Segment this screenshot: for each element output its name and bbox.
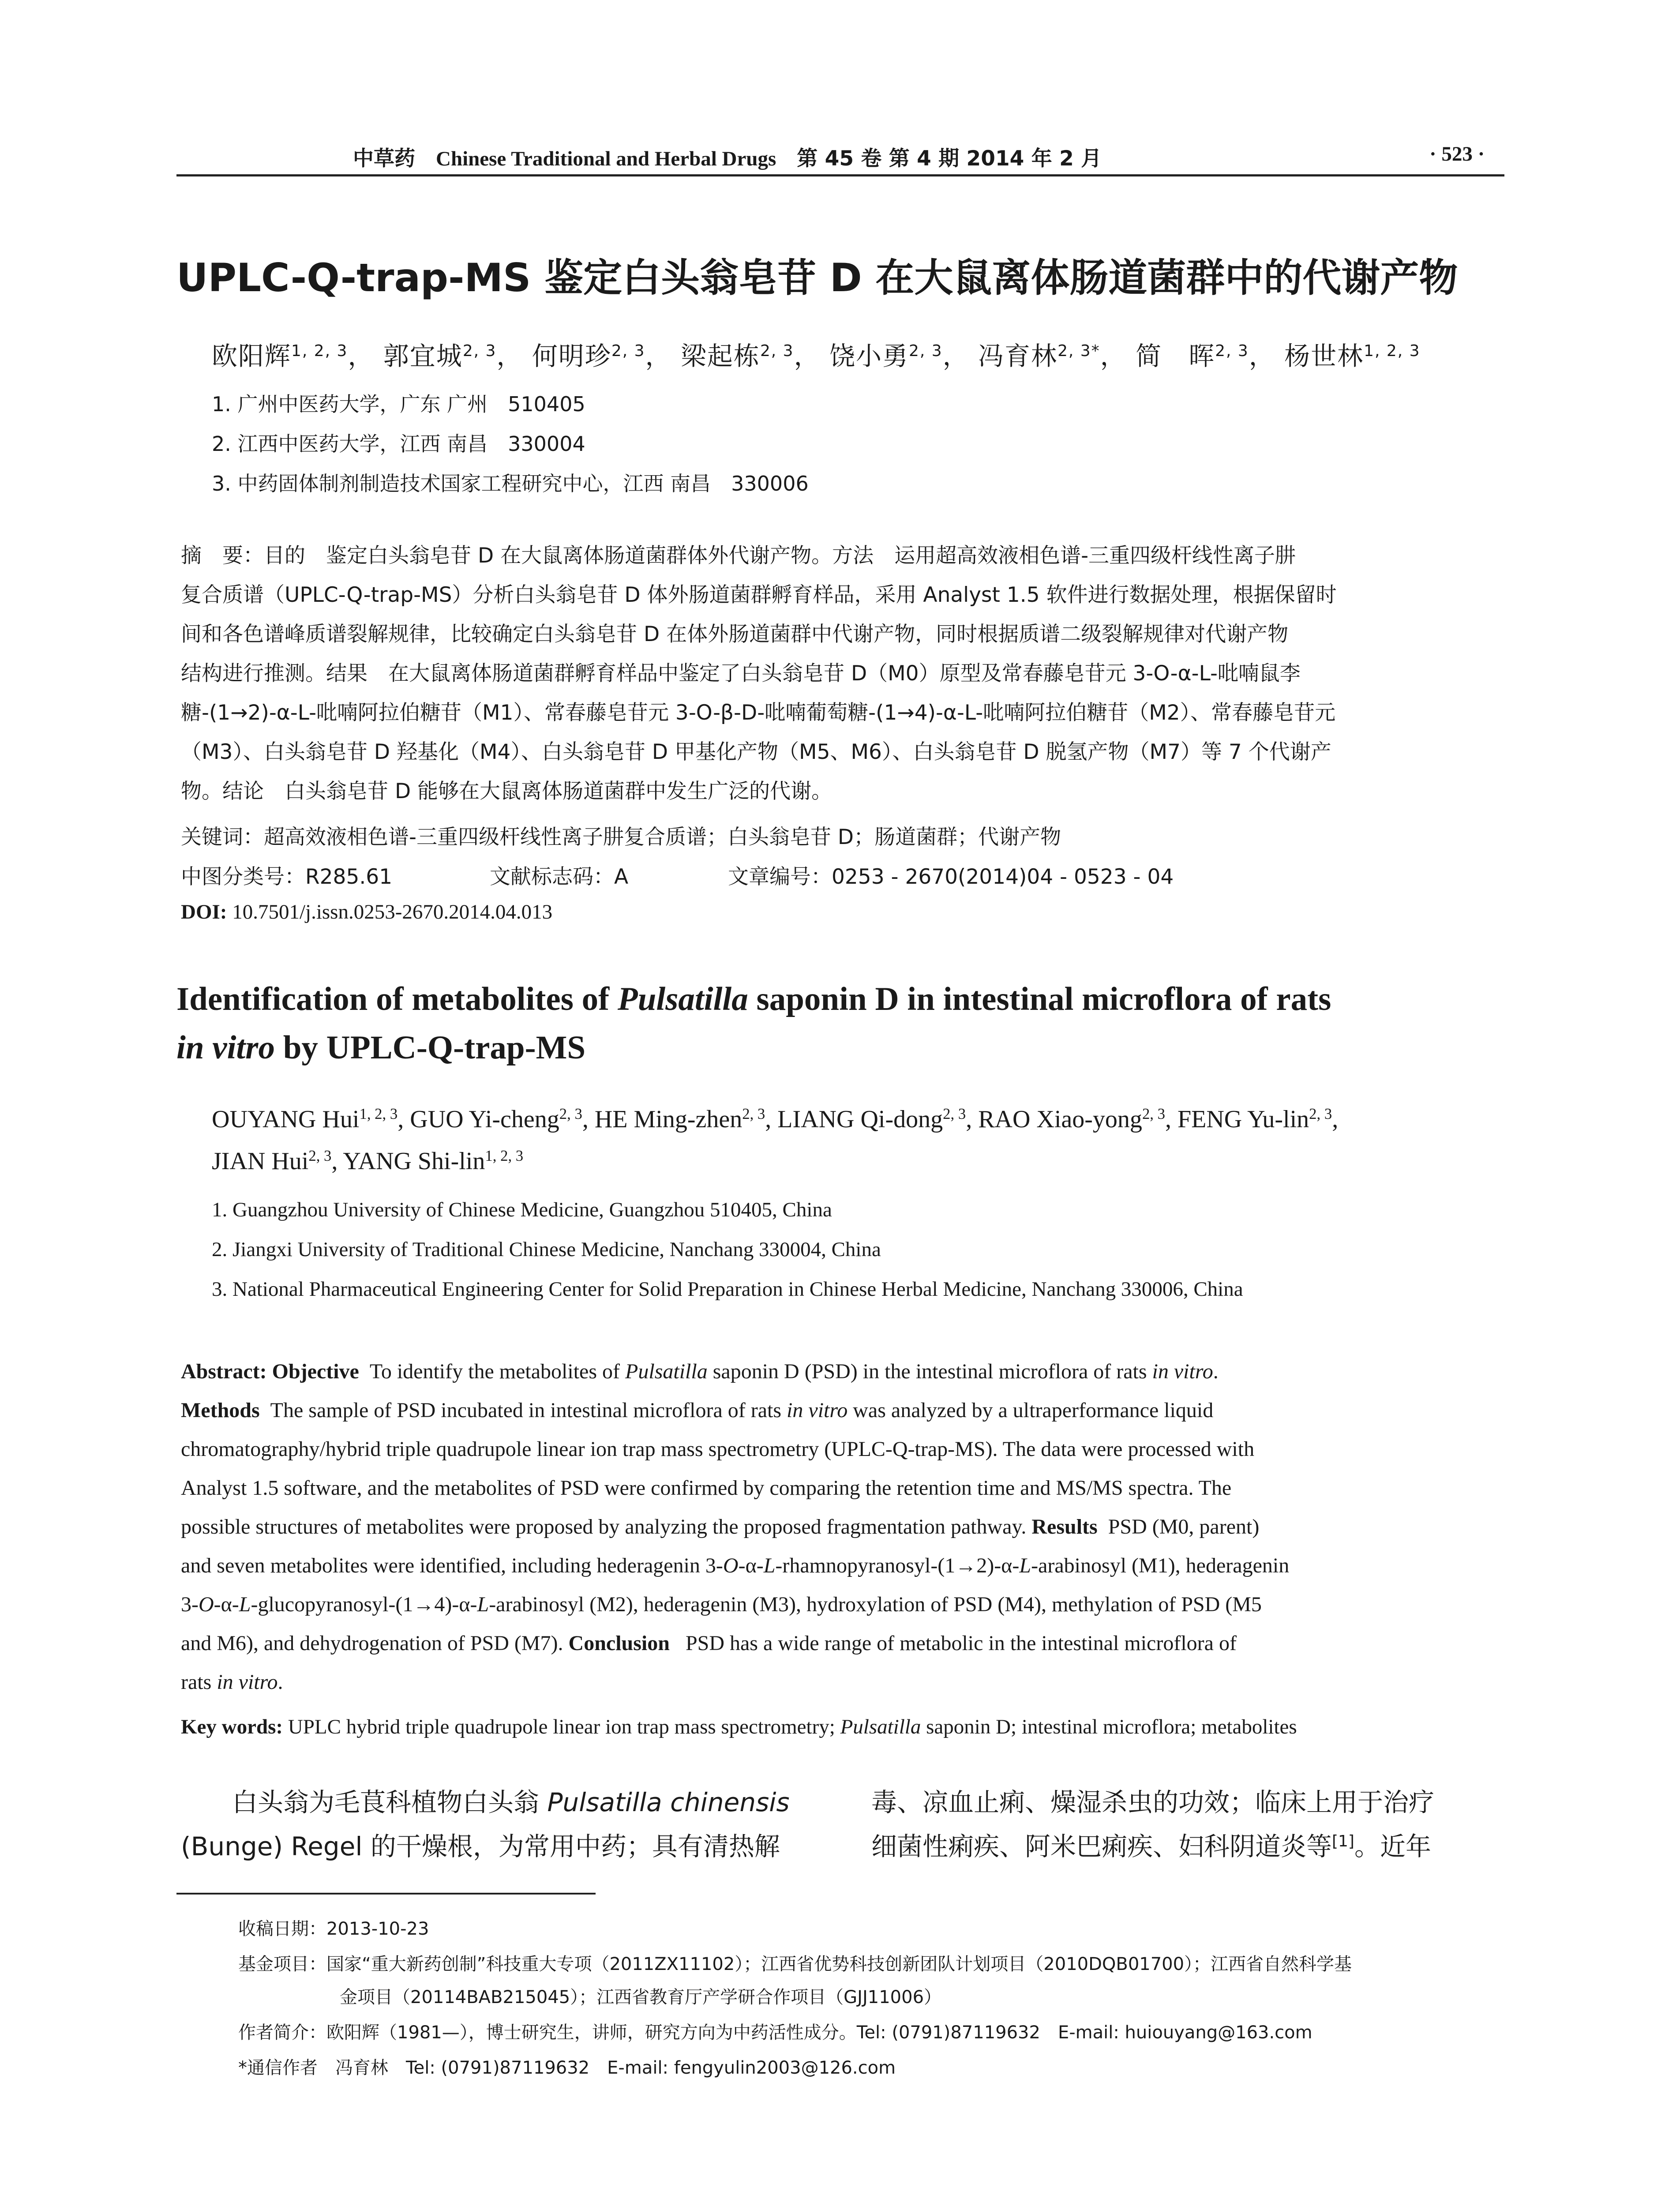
doi-label: DOI: (181, 900, 227, 923)
doi-value: 10.7501/j.issn.0253-2670.2014.04.013 (232, 900, 553, 923)
abstract-cn-line: 间和各色谱峰质谱裂解规律，比较确定白头翁皂苷 D 在体外肠道菌群中代谢产物，同时根据质谱二级裂解规律对代谢产物 (181, 622, 1289, 646)
footnote-funding-cont: 金项目（20114BAB215045）；江西省教育厅产学研合作项目（GJJ11006） (340, 1987, 942, 2007)
running-header (353, 142, 1102, 172)
author-cn: 欧阳辉$^{1, 2, 3}$ (212, 341, 348, 371)
keywords-cn: 关键词：超高效液相色谱-三重四级杆线性离子肼复合质谱；白头翁皂苷 D；肠道菌群；代谢产物 (181, 825, 1061, 849)
author-cn: 梁起栋$^{2, 3}$ (680, 341, 794, 371)
abstract-cn (181, 536, 1504, 811)
clc-number: 中图分类号：R285.61 (181, 865, 393, 889)
abstract-cn-line: 糖-(1→2)-α-L-吡喃阿拉伯糖苷（M1）、常春藤皂苷元 3-O-β-D-吡喃葡萄糖-(1→4)-α-L-吡喃阿拉伯糖苷（M2）、常春藤皂苷元 (181, 701, 1336, 725)
abstract-en-line: Abstract: Objective To identify the metabolites of Pulsatilla saponin D (PSD) in the intestinal microflora of rats in vitro. (181, 1360, 1219, 1383)
affiliation-cn-1: 1. 广州中医药大学，广东 广州 510405 (212, 392, 585, 416)
doi (181, 900, 552, 924)
affiliation-en-3: 3. National Pharmaceutical Engineering Center for Solid Preparation in Chinese Herbal Medicine, Nanchang 330006, China (212, 1278, 1243, 1301)
author-cn: 杨世林$^{1, 2, 3}$ (1284, 341, 1421, 371)
abstract-cn-line: 复合质谱（UPLC-Q-trap-MS）分析白头翁皂苷 D 体外肠道菌群孵育样品，采用 Analyst 1.5 软件进行数据处理，根据保留时 (181, 583, 1337, 607)
abstract-en-line: and M6), and dehydrogenation of PSD (M7). Conclusion PSD has a wide range of metabolic in the intestinal microflora of (181, 1632, 1237, 1655)
body-column-left (181, 1780, 825, 1868)
title-cn: UPLC-Q-trap-MS 鉴定白头翁皂苷 D 在大鼠离体肠道菌群中的代谢产物 (176, 255, 1458, 300)
abstract-cn-line: 结构进行推测。结果 在大鼠离体肠道菌群孵育样品中鉴定了白头翁皂苷 D（M0）原型及常春藤皂苷元 3-O-α-L-吡喃鼠李 (181, 661, 1301, 686)
affiliation-cn-2: 2. 江西中医药大学，江西 南昌 330004 (212, 432, 585, 456)
author-cn: 饶小勇$^{2, 3}$ (829, 341, 943, 371)
affiliation-cn-3: 3. 中药固体制剂制造技术国家工程研究中心，江西 南昌 330006 (212, 472, 809, 495)
footnote-received: 收稿日期：2013-10-23 (238, 1919, 429, 1939)
abstract-en-line: Methods The sample of PSD incubated in intestinal microflora of rats in vitro was analyzed by a ultraperformance liquid (181, 1399, 1214, 1422)
author-cn: 郭宜城$^{2, 3}$ (383, 341, 497, 371)
abstract-en-line: rats in vitro. (181, 1670, 283, 1694)
abstract-en (181, 1352, 1504, 1702)
affiliation-en-1: 1. Guangzhou University of Chinese Medicine, Guangzhou 510405, China (212, 1198, 832, 1221)
footnote-author-info: 作者简介：欧阳辉（1981—），博士研究生，讲师，研究方向为中药活性成分。Tel: (0791)87119632 E-mail: huiouyang@163.com (238, 2022, 1312, 2043)
body-line: 细菌性痢疾、阿米巴痢疾、妇科阴道炎等[1]。近年 (871, 1831, 1431, 1861)
title-en: Identification of metabolites of Pulsatilla saponin D in intestinal microflora of rats in vitro by UPLC-Q-trap-MS (176, 981, 1331, 1066)
authors-en: OUYANG Hui$^{1, 2, 3}$, GUO Yi-cheng$^{2, 3}$, HE Ming-zhen$^{2, 3}$, LIANG Qi-dong$^{2, 3}$, RAO Xiao-yong$^{2, 3}$, FENG Yu-lin$^{2, 3}$, (212, 1105, 1339, 1133)
abstract-en-line: Analyst 1.5 software, and the metabolites of PSD were confirmed by comparing the retention time and MS/MS spectra. The (181, 1476, 1232, 1500)
footnote-funding: 基金项目：国家“重大新药创制”科技重大专项（2011ZX11102）；江西省优势科技创新团队计划项目（2010DQB01700）；江西省自然科学基 (238, 1954, 1352, 1974)
author-cn: 冯育林$^{2, 3*}$ (978, 341, 1100, 371)
abstract-en-line: 3-O-α-L-glucopyranosyl-(1→4)-α-L-arabinosyl (M2), hederagenin (M3), hydroxylation of PSD (M4), methylation of PSD (M5 (181, 1593, 1262, 1616)
abstract-cn-line: （M3）、白头翁皂苷 D 羟基化（M4）、白头翁皂苷 D 甲基化产物（M5、M6）、白头翁皂苷 D 脱氢产物（M7）等 7 个代谢产 (181, 740, 1331, 764)
header-rule (176, 174, 1504, 176)
author-cn: 何明珍$^{2, 3}$ (532, 341, 645, 371)
abstract-cn-line: 摘 要：目的 鉴定白头翁皂苷 D 在大鼠离体肠道菌群体外代谢产物。方法 运用超高效液相色谱-三重四级杆线性离子肼 (181, 544, 1296, 568)
footnote-corresponding: *通信作者 冯育林 Tel: (0791)87119632 E-mail: fengyulin2003@126.com (238, 2058, 896, 2078)
abstract-en-line: possible structures of metabolites were proposed by analyzing the proposed fragmentation pathway. Results PSD (M0, parent) (181, 1515, 1260, 1538)
page-number: · 523 · (1429, 143, 1485, 165)
body-column-right (871, 1780, 1507, 1868)
authors-cn: 欧阳辉$^{1, 2, 3}$， 郭宜城$^{2, 3}$， 何明珍$^{2, 3}$， 梁起栋$^{2, 3}$， 饶小勇$^{2, 3}$， 冯育林$^{2, 3*}$， 简 晖$^{2, 3}$， 杨世林$^{1, 2, 3}$ (212, 341, 1421, 371)
body-line: 白头翁为毛茛科植物白头翁 Pulsatilla chinensis (181, 1787, 790, 1817)
abstract-en-line: and seven metabolites were identified, including hederagenin 3-O-α-L-rhamnopyranosyl-(1→2)-α-L-arabinosyl (M1), hederagenin (181, 1554, 1290, 1577)
author-cn: 简 晖$^{2, 3}$ (1136, 341, 1249, 371)
journal-name-en: Chinese Traditional and Herbal Drugs (436, 147, 776, 170)
journal-issue: 第 45 卷 第 4 期 2014 年 2 月 (797, 146, 1102, 171)
document-code: 文献标志码：A (490, 865, 629, 889)
keywords-en: Key words: UPLC hybrid triple quadrupole linear ion trap mass spectrometry; Pulsatilla saponin D; intestinal microflora; metabolites (181, 1715, 1297, 1738)
article-number: 文章编号：0253 - 2670(2014)04 - 0523 - 04 (728, 865, 1174, 889)
authors-en-2: JIAN Hui$^{2, 3}$, YANG Shi-lin$^{1, 2, 3}$ (212, 1147, 524, 1175)
abstract-cn-line: 物。结论 白头翁皂苷 D 能够在大鼠离体肠道菌群中发生广泛的代谢。 (181, 779, 832, 803)
footnote-rule (176, 1893, 596, 1895)
journal-name-cn: 中草药 (353, 146, 415, 171)
affiliation-en-2: 2. Jiangxi University of Traditional Chinese Medicine, Nanchang 330004, China (212, 1238, 881, 1261)
abstract-en-line: chromatography/hybrid triple quadrupole linear ion trap mass spectrometry (UPLC-Q-trap-MS). The data were processed with (181, 1437, 1255, 1461)
body-line: (Bunge) Regel 的干燥根，为常用中药；具有清热解 (181, 1831, 780, 1861)
body-line: 毒、凉血止痢、燥湿杀虫的功效；临床上用于治疗 (871, 1787, 1435, 1817)
